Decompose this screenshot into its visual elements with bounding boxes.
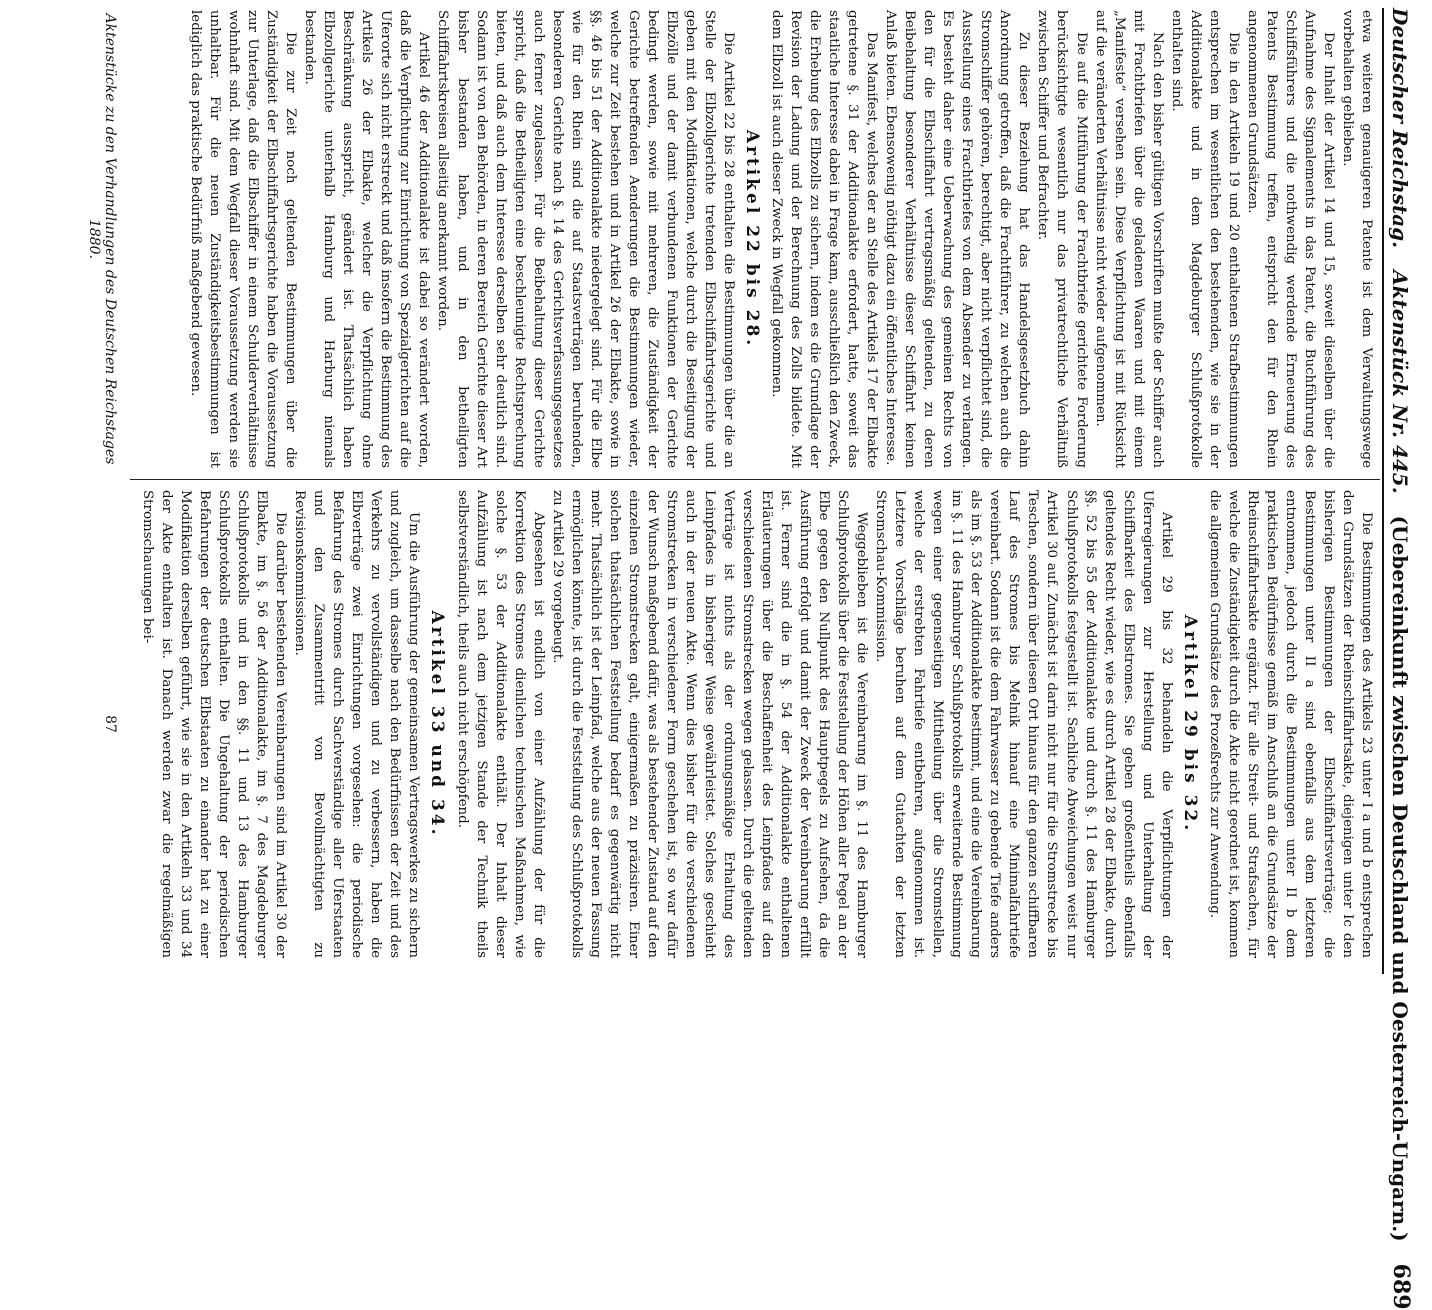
paragraph: Die in den Artikeln 19 und 20 enthaltenen Strafbestimmungen entsprechen im wesentlichen den bestehenden, wie sie in der Additionalakte und in dem Magdeburger Schlußprotokolle enthalten sind. <box>1168 10 1241 468</box>
paragraph: Die darüber bestehenden Vereinbarungen sind im Artikel 30 der Elbakte, im §. 56 der Additionalakte, im §. 7 des Magdeburger Schlußprotokolls und in den §§. 11 und 13 des Hamburger Schlußprotokolls enthalten. Die Ungehaltung der periodischen Befahrungen der deutschen Elbstaaten zu einander hat zu einer Modifikation derselben geführt, wie sie in den Artikeln 33 und 34 der Akte enthalten ist. Danach werden zwar die regelmäßigen Stromschauungen bei- <box>140 490 289 958</box>
paragraph: Um die Ausführung der gemeinsamen Vertragswerkes zu sichern und zugleich, um dasselbe nach den Bedürfnissen der Zeit und des Verkehrs zu vervollständigen und zu verbessern, haben die Elbverträge zwei Einrichtungen vorgesehen: die periodische Befahrung des Stromes durch Sachverständige aller Uferstaaten und den Zusammentritt von Bevollmächtigten zu Revisionskommissionen. <box>292 490 422 958</box>
section-heading: Artikel 29 bis 32. <box>1179 614 1200 834</box>
paragraph: Artikel 29 bis 32 behandeln die Verpflichtungen der Uferregierungen zur Herstellung und Unterhaltung der Schiffbarkeit des Elbstromes. Sie geben großentheils ebenfalls geltendes Recht wieder, wie es durch Artikel 28 der Elbakte, durch §§. 52 bis 55 der Additionalakte und durch §. 11 des Hamburger Schlußprotokolls festgestellt ist. Sachliche Abweichungen weist nur Artikel 30 auf. Zunächst ist darin nicht nur für die Stromstrecke bis Teschen, sondern über diesen Ort hinaus für den ganzen schiffbaren Lauf des Stromes bis Melnik hinauf eine Minimalfahrtiefe vereinbart. Sodann ist die dem Fahrwasser zu gebende Tiefe anders als im §. 53 der Additionalakte bestimmt, und eine die Vereinbarung im §. 11 des Hamburger Schlußprotokolls erweiternde Bestimmung wegen einer gegenseitigen Mittheilung über die Stromstellen, welche der erstrebten Fahrtiefe entbehren, aufgenommen ist. Letztere Vorschläge beruhen auf dem Gutachten der letzten Stromschau-Kommission. <box>873 490 1174 958</box>
text-column-left <box>186 10 1376 468</box>
header-publication: Deutscher Reichstag. <box>1388 8 1412 249</box>
page-number: 689 <box>1388 1263 1414 1310</box>
signature-mark: 87 <box>102 715 118 733</box>
header-document-number: Aktenstück Nr. 445. <box>1388 270 1412 494</box>
footnote: Aktenstücke zu den Verhandlungen des Deutschen Reichstages 1880. <box>86 13 118 465</box>
paragraph: Die auf die Mitführung der Frachtbriefe gerichtete Forderung berücksichtigte wesentlich nur das privatrechtliche Verhältniß zwischen Schiffer und Befrachter. <box>1035 10 1089 468</box>
page-header <box>1382 8 1430 1310</box>
paragraph: Die Bestimmungen des Artikels 23 unter I a und b entsprechen den Grundsätzen der Rheinschiffahrtsakte, diejenigen unter Ic den bisherigen Bestimmungen der Elbschiffahrtsverträge; die Bestimmungen unter II a sind ebenfalls aus dem letzteren entnommen, jedoch durch die Bestimmungen unter II b dem praktischen Bedürfnisse gemäß im Anschluß an die Grundsätze der Rheinschiffahrtsakte ergänzt. Für alle Streit- und Strafsachen, für welche die Zuständigkeit durch die Akte nicht geordnet ist, kommen die allgemeinen Grundsätze des Prozeßrechts zur Anwendung. <box>1206 490 1374 958</box>
text-column-right <box>138 490 1376 958</box>
paragraph: Zu dieser Beziehung hat das Handelsgesetzbuch dahin Anordnung getroffen, daß die Frachtführer, zu welchen auch die Stromschiffer gehören, berechtigt, aber nicht verpflichtet sind, die Ausstellung eines Frachtbriefes von dem Absender zu verlangen. Es besteht daher eine Ueberwachung des gemeinen Rechts von den für die Elbschiffahrt vertragsmäßig geltenden, zu deren Beibehaltung besonderer Verhältnisse dieser Schiffahrt keinen Anlaß bieten. Ebensowenig nöthigt dazu ein öffentliches Interesse. <box>883 10 1032 468</box>
paragraph: Der Inhalt der Artikel 14 und 15, soweit dieselben über die Aufnahme des Signalements in das Patent, die Buchführung des Schiffsführers und die nothwendig werdende Erneuerung des Patents Bestimmung treffen, entspricht den für den Rhein angenommenen Grundsätzen. <box>1244 10 1336 468</box>
header-subject: (Uebereinkunft zwischen Deutschland und Oesterreich-Ungarn.) <box>1388 515 1412 1242</box>
column-divider <box>130 479 1380 480</box>
paragraph: etwa weiteren genauigeren Patente ist dem Verwaltungswege vorbehalten geblieben. <box>1339 10 1374 468</box>
paragraph: Das Manifest, welches der an Stelle des Artikels 17 der Elbakte getretene §. 31 der Additionalakte erfordert, hatte, soweit das staatliche Interesse dabei in Frage kam, ausschließlich den Zweck, die Erhebung des Elbzolls zu sichern, indem es die Grundlage der Revision der Ladung und der Berechnung des Zolls bildete. Mit dem Elbzoll ist auch dieser Zweck in Wegfall gekommen. <box>769 10 880 468</box>
section-heading: Artikel 33 und 34. <box>427 610 448 838</box>
paragraph: Abgesehen ist endlich von einer Aufzählung der für die Korrektion des Stromes dienlichen technischen Maßnahmen, wie solche §. 53 der Additionalakte enthält. Der Inhalt dieser Aufzählung ist nach dem jetzigen Stande der Technik theils selbstverständlich, theils auch nicht erschöpfend. <box>454 490 546 958</box>
paragraph: Nach den bisher gültigen Vorschriften mußte der Schiffer auch mit Frachtbriefen über die geladenen Waaren und mit einem „Manifeste“ versehen sein. Diese Verpflichtung ist mit Rücksicht auf die veränderten Verhältnisse nicht wieder aufgenommen. <box>1092 10 1165 468</box>
paragraph: Die Artikel 22 bis 28 enthalten die Bestimmungen über die an Stelle der Elbzollgerichte tretenden Elbschiffahrtsgerichte und geben mit den Modifikationen, welche durch die Beseitigung der Elbzölle und der damit verbundenen Funktionen der Gerichte bedingt werden, sowie mit mehreren, die Zuständigkeit der Gerichte betreffenden Aenderungen die Bestimmungen wieder, welche zur Zeit bestehen und in Artikel 26 der Elbakte, sowie in §§. 46 bis 51 der Additionalakte niedergelegt sind. Für die Elbe wie für den Rhein sind die auf Staatsverträgen beruhenden, besonderen Gerichte nach §. 14 des Gerichtsverfassungsgesetzes auch ferner zugelassen. Für die Beibehaltung dieser Gerichte spricht, daß die Betheiligten eine beschleunigte Rechtsprechung bieten, und daß auch dem Interesse derselben sehr deutlich sind. Sodann ist von den Behörden, in deren Bereich Gerichte dieser Art bisher bestanden haben, und in den betheiligten Schifffahrtskreisen allseitig anerkannt worden. <box>435 10 736 468</box>
paragraph: Artikel 46 der Additionalakte ist dabei so verändert worden, daß die Verpflichtung zur Einrichtung von Spezialgerichten auf die Uferorte sich nicht erstreckt und daß insofern die Bestimmung des Artikels 26 der Elbakte, welcher die Verpflichtung ohne Beschränkung ausspricht, geändert ist. Thatsächlich haben Elbzollgerichte unterhalb Hamburg und Harburg niemals bestanden. <box>302 10 432 468</box>
paragraph: Die zur Zeit noch geltenden Bestimmungen über die Zuständigkeit der Elbschiffahrtsgerichte haben die Voraussetzung zur Unterlage, daß die Elbschiffer in einem Schulderverhältnisse wohnhaft sind. Mit dem Wegfall dieser Voraussetzung werden sie unhaltbar. Für die neuen Zuständigkeitsbestimmungen ist lediglich das praktische Bedürfniß maßgebend gewesen. <box>188 10 299 468</box>
section-heading: Artikel 22 bis 28. <box>742 129 762 349</box>
paragraph: Weggeblieben ist die Vereinbarung im §. 11 des Hamburger Schlußprotokolls über die Feststellung der Höhen aller Pegel an der Elbe gegen den Nullpunkt des Hauptpegels zu Aufsehen, da die Ausführung erfolgt und damit der Zweck der Vereinbarung erfüllt ist. Ferner sind die in §. 54 der Additionalakte enthaltenen Erläuterungen über die Beschaffenheit des Leinpfades auf den verschiedenen Stromstrecken wegen gelassen. Durch die geltenden Verträge ist nichts als der ordnungsmäßige Erhaltung des Leinpfades in bisheriger Weise gewährleistet. Solches geschieht auch in der neuen Akte. Wenn dies bisher für die verschiedenen Stromstrecken in verschiedener Form geschehen ist, so war dafür der Wunsch maßgebend dafür, was als bestehender Zustand auf den einzelnen Stromstrecken galt, einigermaßen zu präzisiren. Einer solchen thatsächlichen Feststellung bedarf es gegenwärtig nicht mehr. Thatsächlich ist der Leinpfad, welche aus der neuen Fassung ermöglichen könnte, ist durch die Feststellung des Schlußprotokolls zu Artikel 29 vorgebeugt. <box>549 490 870 958</box>
